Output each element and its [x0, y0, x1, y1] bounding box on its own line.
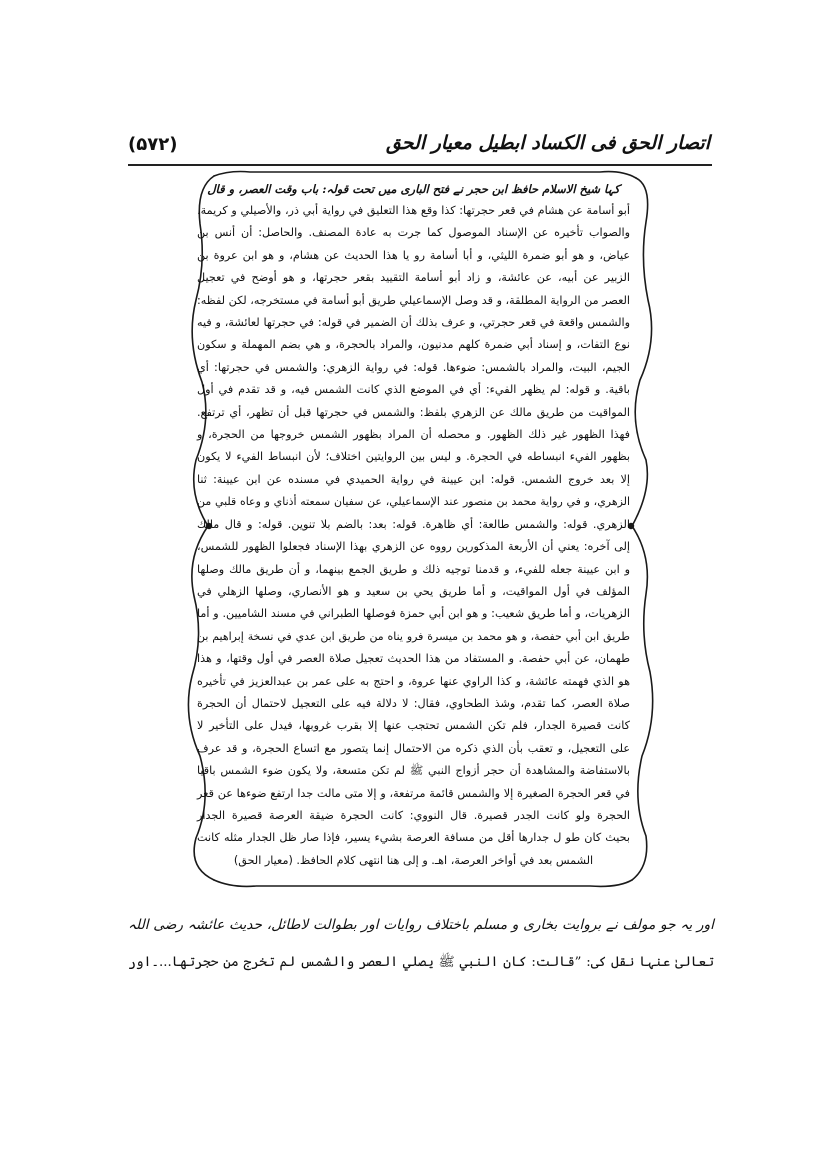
body-line-urdu: اور یہ جو مولف نے بروایت بخاری و مسلم باختلاف روایات اور بطوالت لاطائل، حدیث عائشہ رضی اللہ: [128, 917, 714, 933]
quote-line: فهذا الظهور غير ذلك الظهور. و محصله أن المراد بظهور الشمس خروجها من الحجرة، و: [197, 428, 630, 442]
page-number: (۵۷۲): [128, 134, 178, 155]
quote-line: باقية. و قوله: لم يظهر الفيء: أي في الموضع الذي كانت الشمس فيه، و قد تقدم في أول: [197, 383, 630, 397]
arabic-quote-block: [197, 178, 630, 878]
quote-line: العصر من الرواية المطلقة، و قد وصل الإسماعيلي طريق أبو أسامة في مستخرجه، لكن لفظه:: [197, 293, 630, 307]
quote-line: الزهريات، و أما طريق شعيب: و هو ابن أبي حمزة فوصلها الطبراني في مسند الشاميين. و أما: [197, 607, 630, 621]
frame-bottom-edge: [214, 880, 632, 886]
quote-line: بحيث كان طو ل جدارها أقل من مسافة العرصة بشيء يسير، فإذا صار ظل الجدار مثله كانت: [197, 831, 630, 845]
quote-line: طريق ابن أبي حفصة، و هو محمد بن ميسرة فرو يناه من طريق ابن عدي في نسخة إبراهيم بن: [197, 629, 630, 643]
quote-line: إلى آخره: يعني أن الأربعة المذكورين رووه عن الزهري بهذا الإسناد فجعلوا الظهور للشمس،: [197, 540, 630, 554]
quote-line: والشمس واقعة في قعر حجرتي، و عرف بذلك أن الضمير في قوله: في حجرتها لعائشة، و فيه: [197, 316, 630, 330]
quote-line: في قعر الحجرة الصغيرة إلا والشمس قائمة مرتفعة، و إلا متى مالت جدا ارتفع ضوءها عن قعر: [197, 786, 630, 800]
quote-line: و ابن عيينة جعله للفيء، و قدمنا توجيه ذلك و طريق الجمع بينهما، و أن طريق مالك وصلها: [197, 562, 630, 576]
quote-line: الزهري. قوله: والشمس طالعة: أي ظاهرة. قوله: بعد: بالضم بلا تنوين. قوله: و قال مالك: [197, 517, 630, 531]
quote-line: أبو أسامة عن هشام في قعر حجرتها: كذا وقع هذا التعليق في رواية أبي ذر، والأصيلي و كريمة،: [197, 204, 630, 217]
frame-right-bracket: [632, 178, 653, 880]
quote-line: الحجرة ولو كانت الجدر قصيرة. قال النووي: كانت الحجرة ضيقة العرصة قصيرة الجدار: [197, 808, 630, 822]
quote-line: المواقيت من طريق مالك عن الزهري بلفظ: والشمس في حجرتها قبل أن تظهر، أي ترتفع.: [197, 405, 630, 419]
book-title: اتصار الحق فی الکساد ابطیل معیار الحق: [385, 132, 710, 154]
body-line-hadith: تعالیٰ عنہا نقل کی: ”قالت: کان النبي ﷺ يصلي العصر والشمس لم تخرج من حجرتها...۔اور: [128, 955, 714, 970]
quote-line: إلا بعد خروج الشمس. قوله: ابن عيينة في رواية الحميدي في مسنده عن ابن عيينة: ثنا: [197, 472, 630, 486]
quote-line: نوع التفات، و إسناد أبي ضمرة كلهم مدنيون، والمراد بالحجرة، و هي بضم المهملة و سكون: [197, 338, 630, 352]
quote-line: على التعجيل، و تعقب بأن الذي ذكره من الاحتمال إنما يتصور مع اتساع الحجرة، و قد عرف: [197, 741, 630, 755]
quote-heading: کہا شیخ الاسلام حافظ ابن حجر نے فتح الباری میں تحت قولہ: باب وقت العصر، و قال: [207, 182, 620, 196]
quote-line: الزبير عن أبيه، عن عائشة، و زاد أبو أسامة التقييد بقعر حجرتها، و هو أوضح في تعجيل: [197, 271, 630, 285]
quote-line: عياض، و هو أبو ضمرة الليثي، و أبا أسامة رو يا هذا الحديث عن هشام، و هو ابن عروة بن: [197, 248, 630, 262]
quote-line: صلاة العصر، كما تقدم، وشذ الطحاوي، فقال: لا دلالة فيه على التعجيل لاحتمال أن الحجرة: [197, 696, 630, 710]
quote-line: الزهري، و في رواية محمد بن منصور عند الإسماعيلي، عن سفيان سمعته أذناي و وعاه قلبي من: [197, 495, 630, 509]
body-text: [128, 906, 714, 982]
quote-line: هو الذي فهمته عائشة، و كذا الراوي عنها عروة، و احتج به على عمر بن عبدالعزيز في تأخيره: [197, 674, 630, 688]
quote-line: كانت قصيرة الجدار، فلم تكن الشمس تحتجب عنها إلا بقرب غروبها، فيدل على التأخير لا: [197, 719, 630, 733]
quote-line: الجيم، البيت، والمراد بالشمس: ضوءها. قوله: في رواية الزهري: والشمس في حجرتها: أي: [197, 360, 630, 374]
quote-line: بالاستفاضة والمشاهدة أن حجر أزواج النبي ﷺ لم تكن متسعة، ولا يكون ضوء الشمس باقيا: [197, 764, 630, 778]
quote-line-last: الشمس بعد في أواخر العرصة، اهـ. و إلى هنا انتهى كلام الحافظ. (معیار الحق): [233, 853, 594, 867]
quote-line: والصواب تأخيره عن الإسناد الموصول كما جرت به عادة المصنف. والحاصل: أن أنس بن: [197, 226, 630, 240]
quote-line: بظهور الفيء انبساطه في الحجرة. و ليس بين الروايتين اختلاف؛ لأن انبساط الفيء لا يكون: [197, 450, 630, 464]
quote-line: طهمان، عن أبي حفصة. و المستفاد من هذا الحديث تعجيل صلاة العصر في أول وقتها، و هذا: [197, 652, 630, 666]
quote-line: المؤلف في أول المواقيت، و أما طريق يحي بن سعيد و هو الأنصاري، وصلها الزهلي في: [197, 584, 630, 598]
